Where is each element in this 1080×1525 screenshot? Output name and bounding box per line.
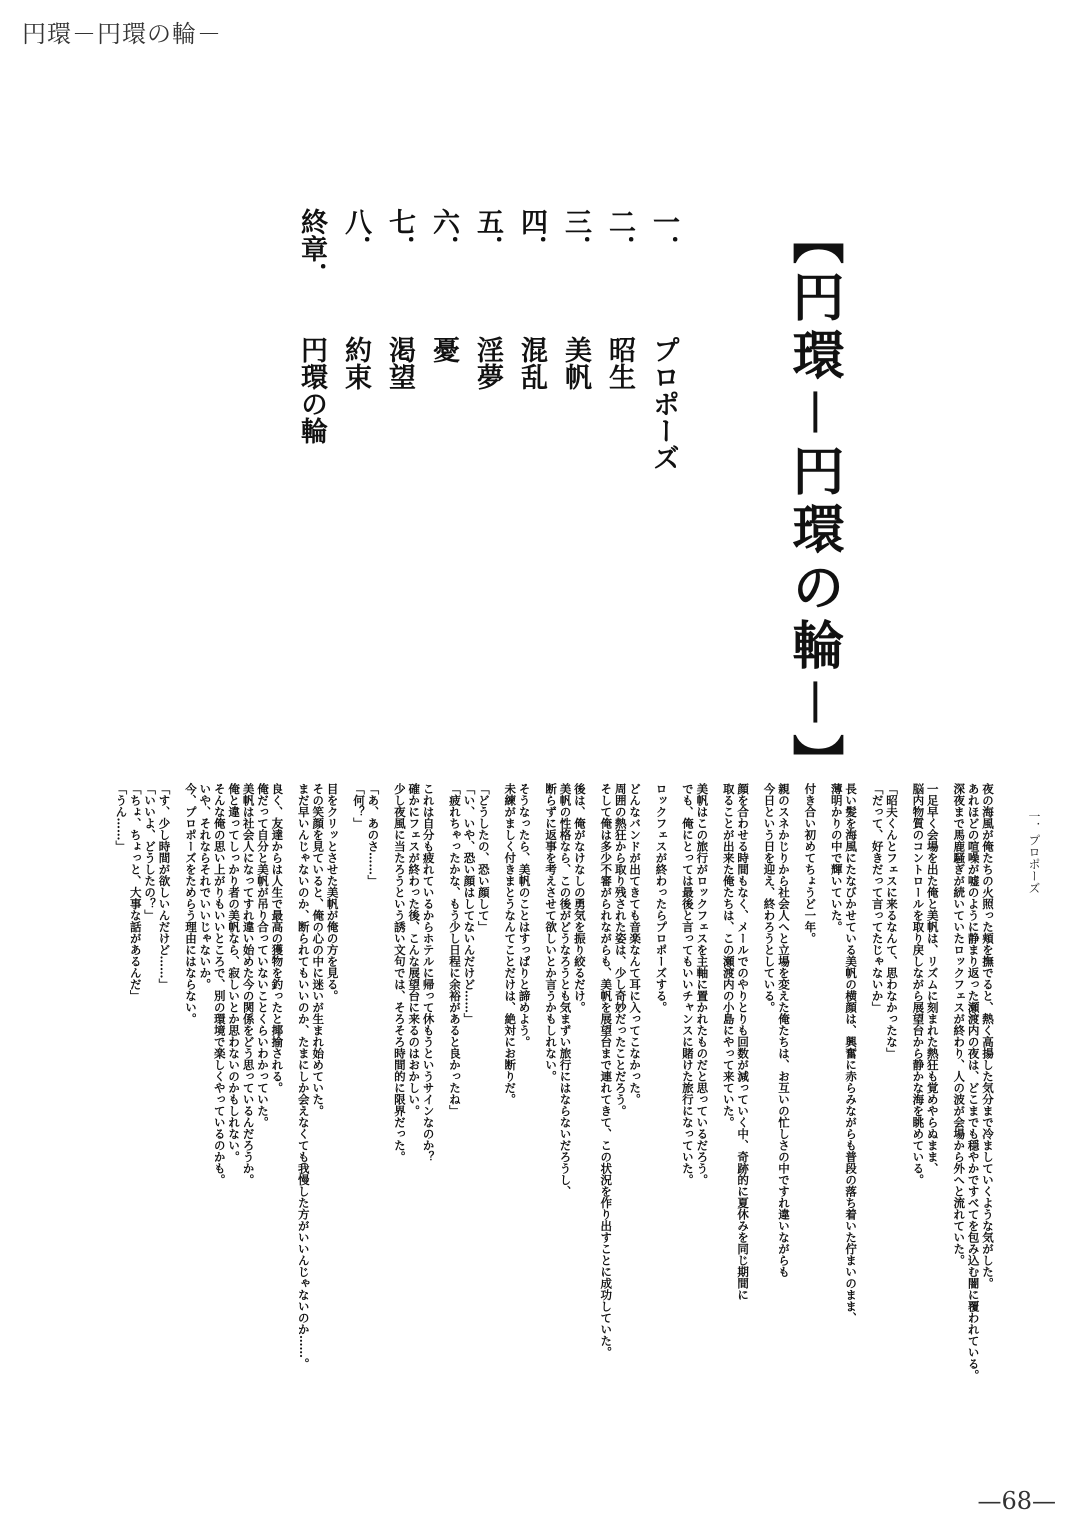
paragraph-break [284,783,296,1403]
body-line: 脳内物質のコントロールを取り戻しながら展望台から静かな海を眺めている。 [911,783,926,1186]
toc-item-title: 昭生 [604,336,635,390]
body-text [114,783,995,1403]
body-line: あれほどの喧噪が嘘のように静まり返った瀬渡内の夜は、どこまでも穏やかですべてを包み込む闇に覆われている。 [966,783,981,1381]
body-line: 夜の海風が俺たちの火照った頬を撫でると、熱く高揚した気分まで冷ましていくような気がした。 [981,783,995,1289]
toc-item [597,208,641,498]
body-line: 断らずに返事を考えさせて欲しいとか言うかもしれない。 [544,783,559,1082]
paragraph-break [587,783,599,1403]
body-line: これは自分も疲れているからホテルに帰って休もうというサインなのか？ [421,783,436,1163]
toc-item-number: 二． [604,208,635,262]
paragraph-break [491,783,503,1403]
paragraph-break [172,783,184,1403]
paragraph-break [380,783,392,1403]
paragraph-break [791,783,803,1403]
toc-item-number: 六． [428,208,459,262]
body-line: 薄明かりの中で輝いていた。 [829,783,844,933]
body-line: 少し夜風に当たろうという誘い文句では、そろそろ時間的に限界だった。 [392,783,407,1163]
story-title: 【円環－円環の輪－】 [783,212,843,793]
running-header: 円環－円環の輪－ [22,20,222,48]
paragraph-break [340,783,352,1403]
body-line: その笑顔を見ていると、俺の心の中に迷いが生まれ始めていた。 [311,783,326,1117]
body-line: 長い髪を海風にたなびかせている美帆の横顔は、興奮に赤らみながらも普段の落ち着いた佇まいのまま、 [844,783,859,1324]
body-line: 「うん……」 [114,783,129,852]
toc-item-number: 終章． [296,208,327,289]
body-line: 俺と違ってしっかり者の美帆なら、寂しいとか思わないのかもしれない。 [227,783,242,1163]
paragraph-break [642,783,654,1403]
toc-item-title: プロポーズ [648,336,679,471]
body-line: まだ早いんじゃないのか、断られてもいいのか、たまにしか会えなくても我慢した方がいいんじゃないのか……。 [296,783,311,1370]
body-line: 「ちょ、ちょっと、大事な話があるんだ」 [128,783,143,1002]
body-line: 美帆の性格なら、この後がどうなろうとも気まずい旅行にはならないだろうし、 [558,783,573,1197]
toc-item-title: 憂 [428,336,459,363]
body-line: 「い、いや、恐い顔はしてないんだけど……」 [462,783,477,1025]
body-line: 「何？」 [352,783,366,829]
body-line: 顔を合わせる時間もなく、メールでのやりとりも回数が減っていく中、奇跡的に夏休みを同じ期間に [736,783,751,1301]
body-line: 未練がましく付きまとうなんてことだけは、絶対にお断りだ。 [503,783,518,1105]
body-line: 「だって、好きだって言ってたじゃないか」 [870,783,885,1013]
toc-item [377,208,421,498]
body-line: 一足早く会場を出た俺と美帆は、リズムに刻まれた熱狂も覚めやらぬまま、 [925,783,940,1174]
body-line: 親のスネかじりから社会人へと立場を変えた俺たちは、お互いの忙しさの中ですれ違いながらも [776,783,791,1278]
body-line: 目をクリッとさせた美帆が俺の方を見る。 [325,783,340,1002]
toc-item-title: 約束 [340,336,371,390]
body-line: 取ることが出来た俺たちは、この瀬渡内の小島にやって来ていた。 [721,783,736,1128]
paragraph-break [669,783,681,1403]
body-line: でも、俺にとっては最後と言ってもいいチャンスに賭けた旅行になっていた。 [680,783,695,1186]
toc-item [289,208,333,498]
body-line: 「あ、あのさ……」 [366,783,381,887]
body-line: 今、プロポーズをためらう理由にはならない。 [183,783,198,1025]
body-line: 周囲の熱狂から取り残された姿は、少し奇妙だったことだろう。 [613,783,628,1117]
toc-item [509,208,553,498]
body-line: 美帆はこの旅行がロックフェスを主軸に置かれたものだと思っているだろう。 [695,783,710,1186]
body-line: 今日という日を迎え、終わろうとしている。 [762,783,777,1013]
paragraph-break [817,783,829,1403]
toc-item-title: 淫夢 [472,336,503,390]
toc-item-title: 美帆 [560,336,591,390]
body-line: 「疲れちゃったかな、もう少し日程に余裕があると良かったね」 [448,783,463,1117]
body-line: 「昭夫くんとフェスに来るなんて、思わなかったな」 [884,783,899,1059]
toc-item-number: 一． [648,208,679,262]
body-line: 後は、俺がなけなしの勇気を振り絞るだけ。 [572,783,587,1013]
toc-item [553,208,597,498]
page-number: —68— [977,1487,1056,1515]
paragraph-break [750,783,762,1403]
body-line: どんなバンドが出てきても音楽なんて耳に入ってこなかった。 [628,783,643,1105]
body-line: 確かにフェスが終わった後、こんな展望台に来るのはおかしい。 [407,783,422,1117]
body-line: 俺だって自分と美帆が吊り合っていないことくらいわかっていた。 [255,783,270,1128]
paragraph-break [899,783,911,1403]
body-line: いや、それならそれでいいじゃないか。 [198,783,213,990]
toc-item [421,208,465,498]
chapter-heading: 一．プロポーズ [1027,810,1041,894]
paragraph-break [709,783,721,1403]
toc-item-title: 円環の輪 [296,336,327,444]
body-line: 「どうしたの、恐い顔して」 [476,783,491,933]
body-line: そして俺は多少不審がられながらも、美帆を展望台まで連れてきて、この状況を作り出すことに成功していた。 [599,783,614,1358]
body-line: そんな俺の思い上がりもいいところで、別の環境で楽しくやっているのかも。 [212,783,227,1186]
toc-item-number: 五． [472,208,503,262]
paragraph-break [858,783,870,1403]
toc-item-title: 渇望 [384,336,415,390]
body-line: そうなったら、美帆のことはすっぱりと諦めよう。 [517,783,532,1048]
body-line: 「いいよ、どうしたの？」 [143,783,158,921]
body-line: 付き合い初めてちょうど一年。 [803,783,818,944]
body-line: ロックフェスが終わったらプロポーズする。 [654,783,669,1013]
toc-item-number: 四． [516,208,547,262]
paragraph-break [532,783,544,1403]
body-line: 「す、少し時間が欲しいんだけど……」 [157,783,172,990]
body-line: 深夜まで馬鹿騒ぎが続いていたロックフェスが終わり、人の波が会場から外へと流れていた。 [952,783,967,1266]
toc-item [641,208,685,498]
toc-item-number: 八． [340,208,371,262]
table-of-contents [289,208,685,498]
toc-item [465,208,509,498]
toc-item-number: 七． [384,208,415,262]
paragraph-break [940,783,952,1403]
toc-item [333,208,377,498]
body-line: 良く、友達からは人生で最高の獲物を釣ったと揶揄される。 [270,783,285,1094]
body-line: 美帆は社会人になってすれ違い始めた今の関係をどう思っているんだろうか。 [241,783,256,1186]
toc-item-number: 三． [560,208,591,262]
paragraph-break [436,783,448,1403]
toc-item-title: 混乱 [516,336,547,390]
